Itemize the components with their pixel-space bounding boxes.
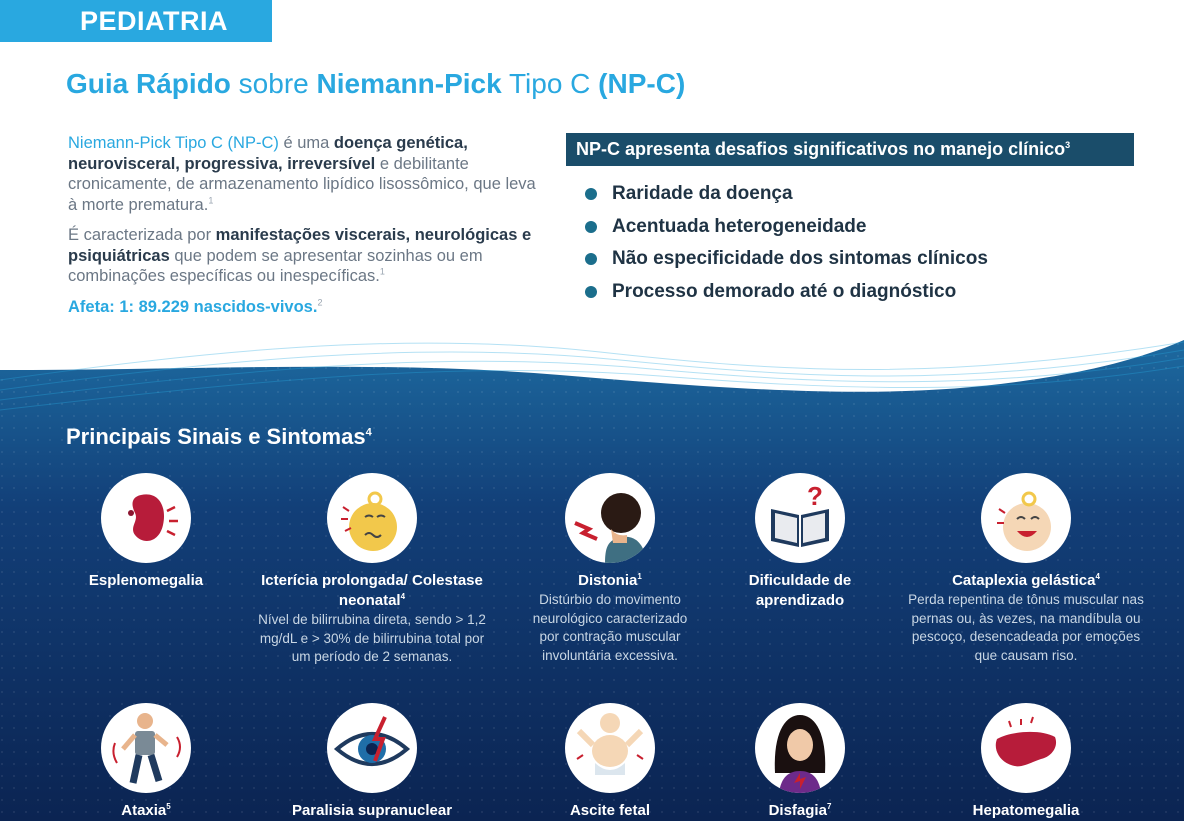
intro-segment: É caracterizada por [68,226,216,244]
intro-segment: e debilitante cronicamente, de armazenamento lipídico lisossômico, que leva à morte prematura. [68,154,536,214]
list-item [585,279,988,312]
section-tag [0,0,272,42]
symptom-name-text: Dificuldade de aprendizado [748,572,852,609]
signs-section-title [66,424,372,450]
book-question-icon [755,473,845,563]
symptom-description: Distúrbio do movimento neurológico caracterizado por contração muscular involuntária excessiva. [532,592,688,663]
symptom-supranuclear-palsy [252,703,492,821]
symptom-name [680,801,920,821]
list-item-text: Acentuada heterogeneidade [612,215,867,237]
incidence-text: Afeta: 1: 89.229 nascidos-vivos. [68,297,318,316]
challenges-heading-ref: 3 [1065,140,1071,150]
symptom-ref: 5 [166,802,171,811]
symptom-splenomegaly [26,473,266,591]
intro-paragraph-definition [68,133,538,215]
symptom-jaundice [252,473,492,667]
title-part-abbrev: (NP-C) [598,68,686,99]
symptom-description: Perda repentina de tônus muscular nas pernas ou, às vezes, na mandíbula ou pescoço, desencadeada por emoções que causam riso. [908,592,1144,663]
challenges-list [585,181,988,311]
intro-segment: doença genética, neurovisceral, progressiva, irreversível [68,134,468,173]
symptom-name [680,571,920,611]
symptom-ataxia [26,703,266,821]
symptom-name-text: Esplenomegalia [88,572,204,589]
section-tag-label: PEDIATRIA [80,6,229,36]
title-part-guide: Guia Rápido [66,68,231,99]
dystonia-head-icon [565,473,655,563]
ataxia-person-icon [101,703,191,793]
title-part-disease: Niemann-Pick [316,68,502,99]
challenges-heading-text: NP-C apresenta desafios significativos no manejo clínico [576,139,1066,159]
intro-segment: manifestações viscerais, neurológicas e psiquiátricas [68,226,532,265]
jaundiced-baby-icon [327,473,417,563]
symptom-ref: 7 [826,802,832,811]
symptom-ref: 4 [400,592,406,601]
symptom-name-text: Cataplexia gelástica [952,572,1096,589]
symptom-name [906,571,1146,591]
dysphagia-woman-icon [755,703,845,793]
symptom-name-text: Ataxia [121,802,167,819]
symptom-name-text: Icterícia prolongada/ Colestase neonatal [261,572,483,609]
symptom-ref: 1 [637,572,642,581]
title-part-type: Tipo C [501,68,599,99]
symptom-name [906,801,1146,821]
list-item-text: Não especificidade dos sintomas clínicos [612,248,988,269]
symptom-hepatomegaly [906,703,1146,821]
page-title [66,68,685,100]
bullet-dot-icon [585,253,597,265]
symptom-learning-difficulty [680,473,920,611]
bullet-dot-icon [585,286,597,298]
intro-segment: Niemann-Pick Tipo C (NP-C) [68,134,279,152]
symptom-name [252,571,492,611]
symptom-name [26,571,266,591]
title-part-about: sobre [230,68,317,99]
eye-lightning-icon [327,703,417,793]
intro-segment: 1 [379,266,385,277]
symptom-name-text: Distonia [578,572,638,589]
intro-segment: é uma [278,134,334,152]
symptom-name [252,801,492,821]
list-item [585,246,988,279]
intro-text [68,133,538,327]
symptom-description: Nível de bilirrubina direta, sendo > 1,2 mg/dL e > 30% de bilirrubina total por um período de 2 semanas. [258,612,486,664]
symptom-gelastic-cataplexy [906,473,1146,665]
list-item [585,181,988,214]
symptom-name-text: Disfagia [768,802,827,819]
intro-segment: 1 [208,195,214,205]
signs-section-title-text: Principais Sinais e Sintomas [66,424,366,449]
incidence-ref: 2 [317,297,323,307]
svg-text:?: ? [807,481,823,511]
list-item-text: Processo demorado até o diagnóstico [612,280,957,302]
laughing-baby-icon [981,473,1071,563]
symptom-name-text: Ascite fetal [569,802,651,819]
liver-icon [981,703,1071,793]
list-item [585,214,988,247]
signs-section-title-ref: 4 [365,426,372,439]
symptom-name-text: Paralisia supranuclear [291,802,453,819]
intro-segment: que podem se apresentar sozinhas ou em combinações específicas ou inespecíficas. [68,246,483,285]
symptom-name-text: Hepatomegalia [972,802,1080,819]
bullet-dot-icon [585,221,597,233]
symptom-dysphagia [680,703,920,821]
fetal-ascites-baby-icon [565,703,655,793]
bullet-dot-icon [585,188,597,200]
incidence-line [68,297,538,318]
symptom-ref: 4 [1095,572,1100,581]
spleen-icon [101,473,191,563]
list-item-text: Raridade da doença [612,183,793,204]
symptom-name [26,801,266,821]
intro-paragraph-characteristics [68,225,538,287]
challenges-heading [566,133,1134,166]
